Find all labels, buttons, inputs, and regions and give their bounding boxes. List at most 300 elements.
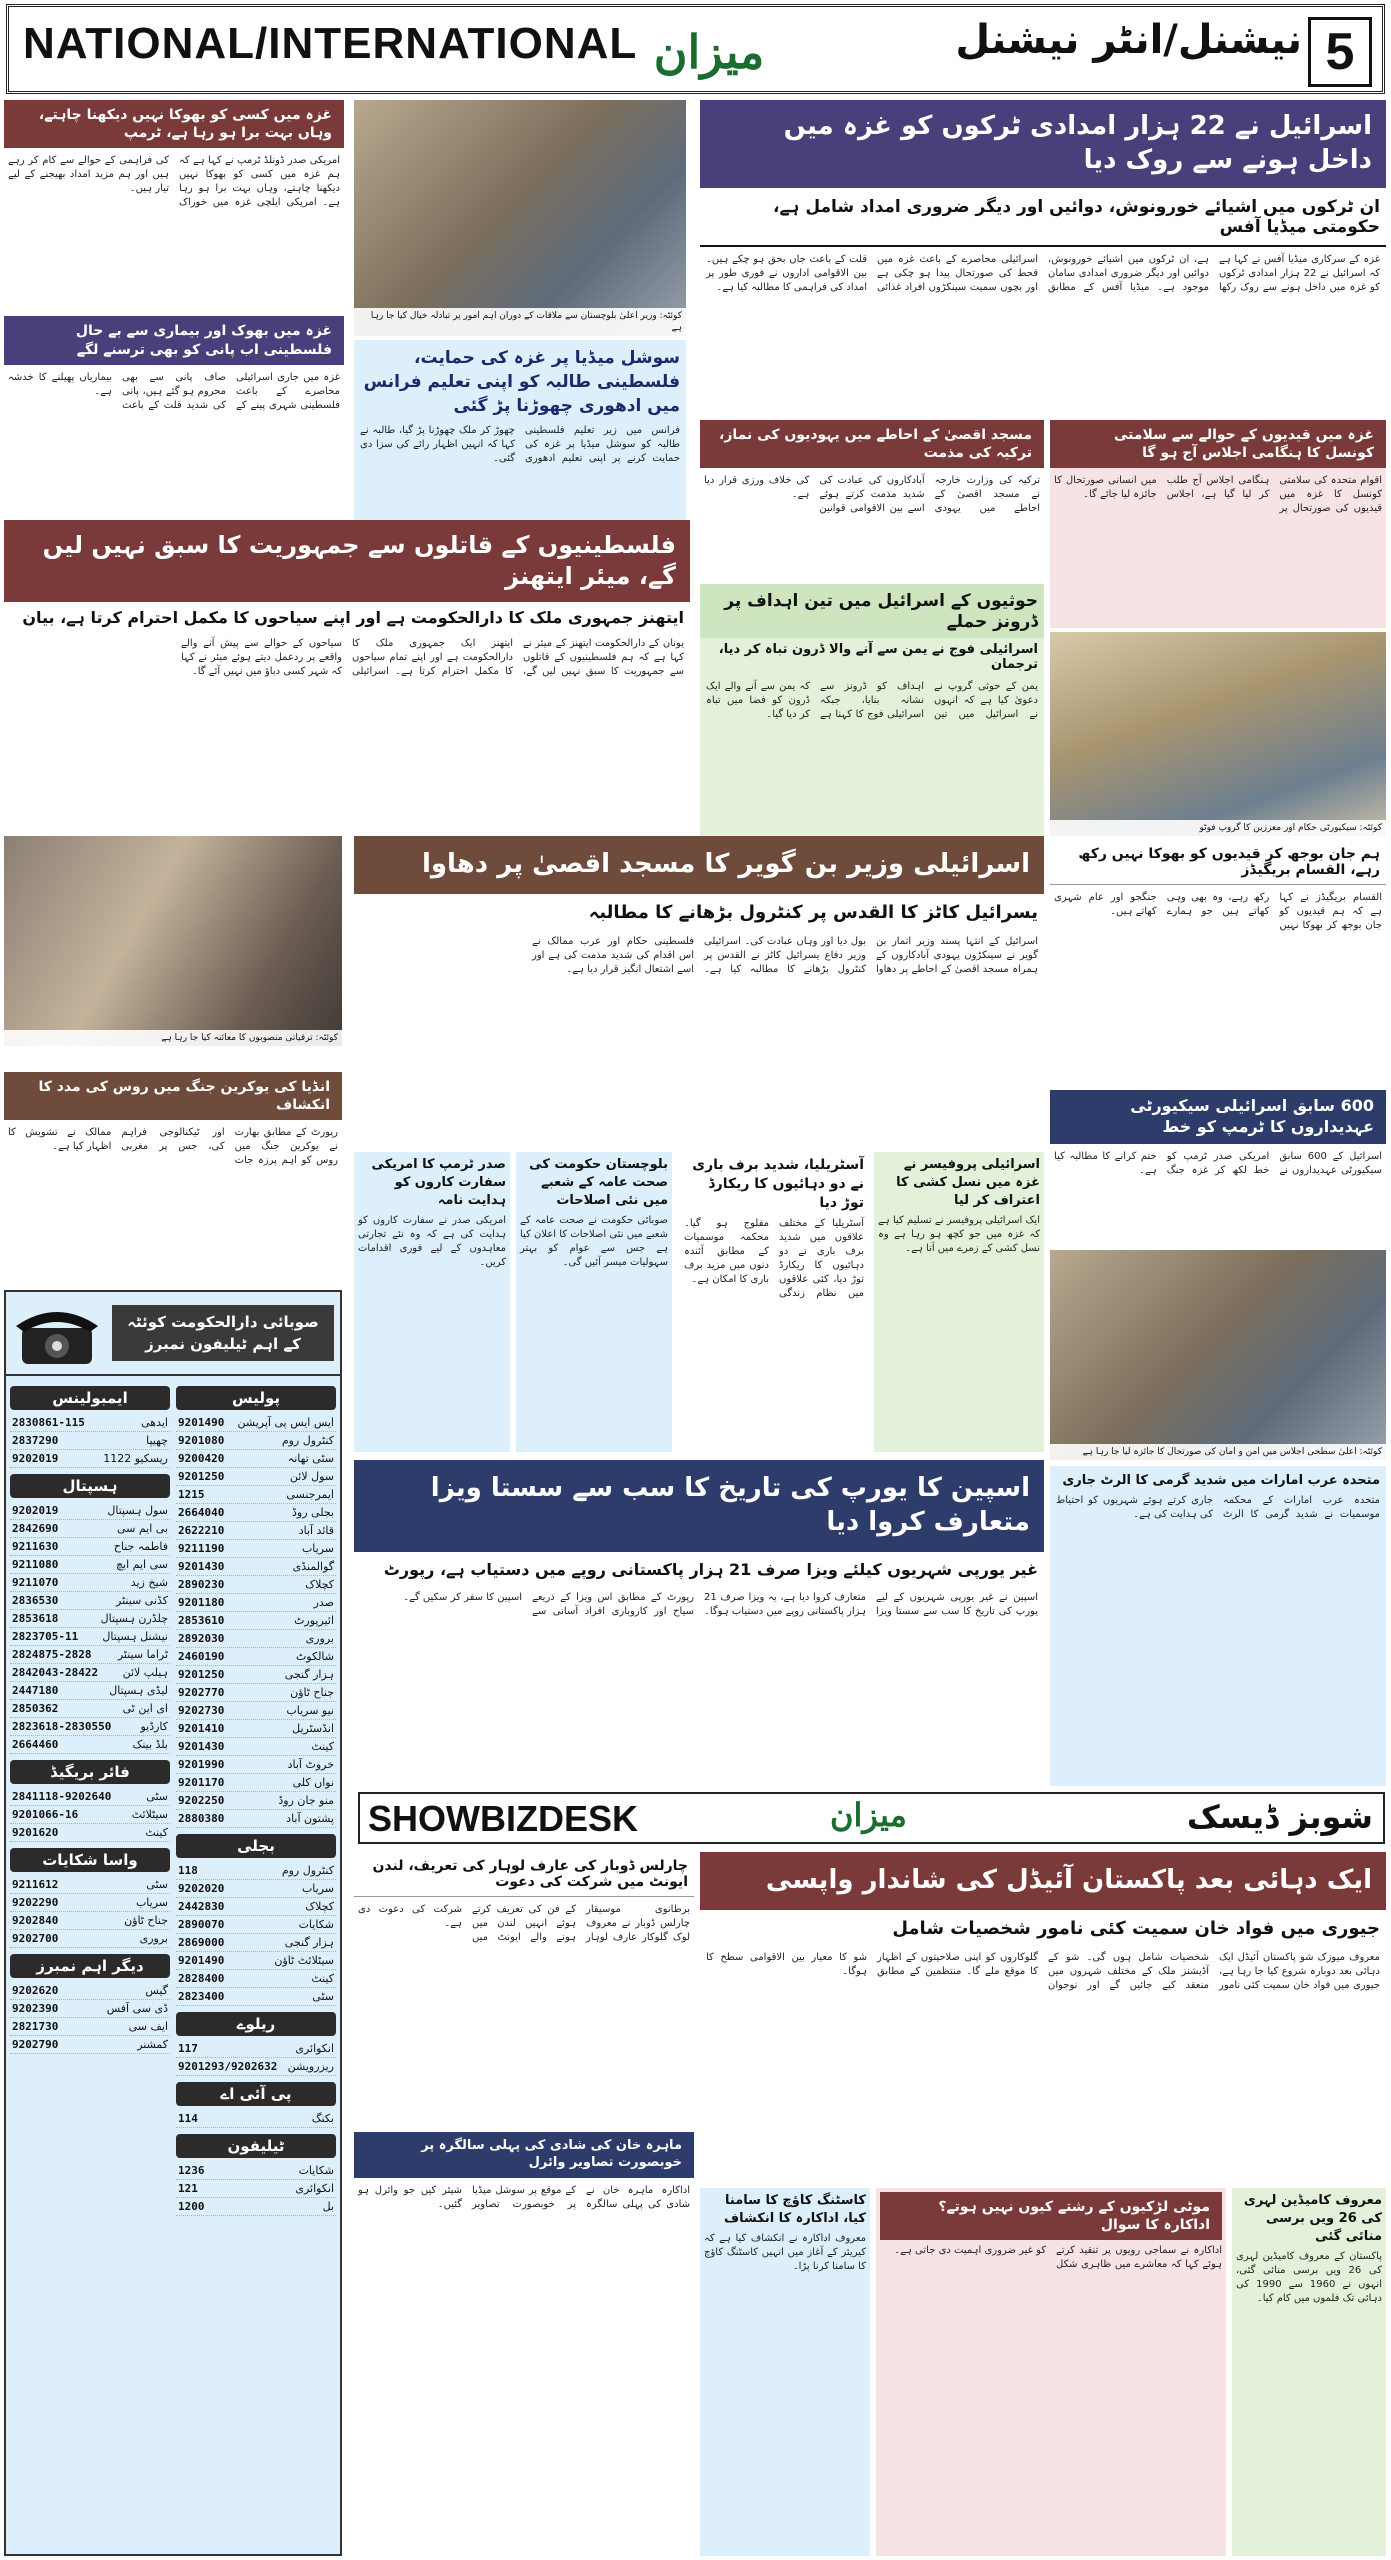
- directory-entry-name: کمشنر: [137, 2038, 168, 2051]
- story-body: فرانس میں زیر تعلیم فلسطینی طالبہ کو سوشل میڈیا پر غزہ کی حمایت کرنے پر اپنی تعلیم ادھوری چھوڑ کر ملک چھوڑنا پڑ گیا، طالبہ نے کہا کہ انہیں اظہار رائے کی سزا دی گئی۔: [360, 425, 680, 464]
- directory-entry-number: 9202290: [12, 1896, 59, 1909]
- story-heading: ایک دہائی بعد پاکستان آئیڈل کی شاندار واپسی: [700, 1852, 1386, 1910]
- story-subheading: غیر یورپی شہریوں کیلئے ویزا صرف 21 ہزار پاکستانی روپے میں دستیاب ہے، رپورٹ: [383, 1559, 1038, 1579]
- directory-entry-name: بروری: [139, 1932, 168, 1945]
- story-body: اسپین نے غیر یورپی شہریوں کے لیے یورپ کی تاریخ کا سب سے سستا ویزا متعارف کروا دیا ہے، یہ ویزا صرف 21 ہزار پاکستانی روپے میں دستیاب ہوگا۔ رپورٹ کے مطابق اس ویزا کے ذریعے سیاح اور کاروباری افراد آسانی سے اسپین کا سفر کر سکیں گے۔: [403, 1591, 1038, 1617]
- directory-row: [176, 1702, 336, 1720]
- directory-entry-name: بجلی روڈ: [292, 1506, 334, 1519]
- directory-section-heading: دیگر اہم نمبرز: [10, 1954, 170, 1978]
- story-heading: اسرائیلی پروفیسر نے غزہ میں نسل کشی کا اعتراف کر لیا: [896, 1157, 1040, 1208]
- directory-row: [176, 1666, 336, 1684]
- story-body: امریکی صدر نے سفارت کاروں کو ہدایت کی ہے کہ وہ نئے تجارتی معاہدوں کے لیے فوری اقدامات کریں۔: [358, 1215, 506, 1268]
- directory-row: [176, 1504, 336, 1522]
- directory-row: [10, 1682, 170, 1700]
- directory-columns: [6, 1376, 340, 2220]
- directory-row: [10, 1912, 170, 1930]
- directory-entry-name: خروٹ آباد: [287, 1758, 334, 1771]
- story-subheading: اسرائیلی فوج نے یمن سے آنے والا ڈرون تباہ کر دیا، ترجمان: [718, 642, 1038, 672]
- directory-entry-number: 9201410: [178, 1722, 225, 1735]
- directory-entry-name: سٹی: [146, 1790, 168, 1803]
- directory-entry-number: 2842043-28422: [12, 1666, 99, 1679]
- directory-row: [10, 1982, 170, 2000]
- directory-row: [176, 1558, 336, 1576]
- directory-entry-name: ریزرویشن: [287, 2060, 334, 2073]
- directory-entry-name: سٹی: [146, 1878, 168, 1891]
- directory-entry-number: 9201490: [178, 1954, 225, 1967]
- directory-entry-name: گیس: [145, 1984, 168, 1997]
- directory-row: [176, 1934, 336, 1952]
- directory-entry-number: 9202700: [12, 1932, 59, 1945]
- story-heading: فلسطینیوں کے قاتلوں سے جمہوریت کا سبق نہیں لیں گے، میئر ایتھنز: [4, 520, 690, 602]
- directory-entry-number: 9202390: [12, 2002, 59, 2015]
- showbiz-logo: میزان: [830, 1796, 907, 1834]
- story-heading: بلوچستان حکومت کی صحت عامہ کے شعبے میں نئی اصلاحات: [529, 1157, 668, 1208]
- directory-entry-number: 9211612: [12, 1878, 59, 1891]
- directory-entry-number: 1236: [178, 2164, 205, 2177]
- directory-entry-number: 9201293/9202632: [178, 2060, 278, 2073]
- directory-row: [10, 1610, 170, 1628]
- story-aqsa-turkey: [700, 420, 1044, 580]
- directory-entry-number: 2853610: [178, 1614, 225, 1627]
- directory-entry-number: 2830861-115: [12, 1416, 85, 1429]
- directory-entry-number: 9202730: [178, 1704, 225, 1717]
- story-body: متحدہ عرب امارات کے محکمہ موسمیات نے شدید گرمی کا الرٹ جاری کرتے ہوئے شہریوں کو احتیاط کی ہدایت کی ہے۔: [1056, 1495, 1380, 1520]
- showbiz-title-urdu: شوبز ڈیسک: [1186, 1798, 1373, 1836]
- directory-entry-number: 2890070: [178, 1918, 225, 1931]
- directory-entry-name: شالکوٹ: [295, 1650, 334, 1663]
- directory-section-heading: ہسپتال: [10, 1474, 170, 1498]
- story-heading: 600 سابق اسرائیلی سیکیورٹی عہدیداروں کا ٹرمپ کو خط: [1050, 1090, 1386, 1144]
- directory-entry-name: انڈسٹریل: [292, 1722, 334, 1735]
- directory-entry-name: کچلاک: [305, 1900, 334, 1913]
- directory-row: [176, 1880, 336, 1898]
- directory-entry-name: سی ایم ایچ: [115, 1558, 168, 1571]
- directory-row: [176, 1862, 336, 1880]
- story-body: ترکیہ کی وزارت خارجہ نے مسجد اقصیٰ کے احاطے میں یہودی آبادکاروں کی عبادت کی شدید مذمت کرتے ہوئے اسے بین الاقوامی قوانین کی خلاف ورزی قرار دیا ہے۔: [704, 475, 1040, 515]
- directory-entry-name: سیٹلائٹ: [131, 1808, 168, 1821]
- directory-row: [176, 1486, 336, 1504]
- story-body: برطانوی موسیقار چارلس ڈوبار نے معروف لوک گلوکار عارف لوہار کے فن کی تعریف کرتے ہوئے انہیں لندن میں ہونے والے ایونٹ میں شرکت کی دعوت دی ہے۔: [358, 1904, 690, 1943]
- story-heading: معروف کامیڈین لہری کی 26 ویں برسی منائی گئی: [1243, 2193, 1382, 2244]
- directory-entry-number: 9201430: [178, 1740, 225, 1753]
- directory-row: [176, 1468, 336, 1486]
- directory-entry-number: 2664460: [12, 1738, 59, 1751]
- photo-caption: کوئٹہ: اعلیٰ سطحی اجلاس میں امن و امان کی صورتحال کا جائزہ لیا جا رہا ہے: [1050, 1444, 1386, 1460]
- directory-entry-name: کنٹرول روم: [281, 1434, 334, 1447]
- directory-row: [10, 1806, 170, 1824]
- directory-section-heading: بجلی: [176, 1834, 336, 1858]
- directory-entry-name: ہزار گنجی: [284, 1668, 334, 1681]
- directory-row: [10, 1574, 170, 1592]
- news-photo: [4, 836, 342, 1046]
- directory-entry-name: گوالمنڈی: [292, 1560, 334, 1573]
- story-heading: کاسٹنگ کاؤچ کا سامنا کیا، اداکارہ کا انکشاف: [724, 2193, 866, 2226]
- directory-row: [176, 1630, 336, 1648]
- directory-entry-name: جناح ٹاؤن: [124, 1914, 168, 1927]
- directory-row: [176, 1414, 336, 1432]
- directory-entry-name: بل: [322, 2200, 334, 2213]
- section-title-urdu: نیشنل/انٹر نیشنل: [955, 17, 1302, 63]
- story-body: رپورٹ کے مطابق بھارت نے یوکرین جنگ میں روس کو اہم پرزہ جات اور ٹیکنالوجی فراہم کی، جس پر مغربی ممالک نے تشویش کا اظہار کیا ہے۔: [8, 1127, 338, 1167]
- directory-entry-number: 2869000: [178, 1936, 225, 1949]
- directory-entry-number: 9202020: [178, 1882, 225, 1895]
- directory-section-heading: ریلوے: [176, 2012, 336, 2036]
- directory-entry-number: 2828400: [178, 1972, 225, 1985]
- directory-entry-name: کڈنی سینٹر: [116, 1594, 168, 1607]
- story-pakistan-idol: [700, 1852, 1386, 2182]
- directory-entry-name: ائیرپورٹ: [294, 1614, 334, 1627]
- directory-entry-number: 2664040: [178, 1506, 225, 1519]
- directory-row: [176, 2040, 336, 2058]
- directory-row: [10, 1538, 170, 1556]
- directory-row: [10, 1450, 170, 1468]
- directory-entry-name: بروری: [305, 1632, 334, 1645]
- directory-row: [10, 1700, 170, 1718]
- directory-entry-name: ایدھی: [141, 1416, 168, 1429]
- directory-row: [176, 1916, 336, 1934]
- story-security-council: [1050, 420, 1386, 628]
- directory-entry-number: 2836530: [12, 1594, 59, 1607]
- directory-column-left: [10, 1380, 170, 2216]
- directory-entry-name: سٹی: [312, 1990, 334, 2003]
- directory-entry-number: 9201170: [178, 1776, 225, 1789]
- directory-row: [10, 1556, 170, 1574]
- directory-row: [10, 2018, 170, 2036]
- directory-entry-number: 9202790: [12, 2038, 59, 2051]
- story-heading: غزہ میں قیدیوں کے حوالے سے سلامتی کونسل کا ہنگامی اجلاس آج ہو گا: [1050, 420, 1386, 468]
- directory-entry-number: 9201180: [178, 1596, 225, 1609]
- directory-entry-number: 121: [178, 2182, 198, 2195]
- story-trump-diplomats: [354, 1152, 510, 1452]
- directory-entry-number: 9201066-16: [12, 1808, 79, 1821]
- directory-row: [176, 1774, 336, 1792]
- directory-row: [10, 1502, 170, 1520]
- directory-entry-name: سریاب: [301, 1882, 334, 1895]
- directory-row: [176, 1612, 336, 1630]
- directory-entry-name: کینٹ: [311, 1740, 334, 1753]
- directory-entry-number: 9202620: [12, 1984, 59, 1997]
- directory-row: [176, 1738, 336, 1756]
- directory-entry-number: 9202770: [178, 1686, 225, 1699]
- directory-entry-name: شیخ زید: [130, 1576, 168, 1589]
- section-title-english: NATIONAL/INTERNATIONAL: [23, 19, 638, 68]
- directory-row: [176, 2198, 336, 2216]
- directory-row: [176, 1952, 336, 1970]
- directory-entry-name: ایف سی: [128, 2020, 168, 2033]
- directory-entry-number: 2837290: [12, 1434, 59, 1447]
- directory-entry-name: سیٹلائٹ ٹاؤن: [274, 1954, 334, 1967]
- directory-entry-name: بکنگ: [311, 2112, 334, 2125]
- directory-entry-number: 9201620: [12, 1826, 59, 1839]
- directory-row: [176, 1684, 336, 1702]
- story-body: اداکارہ نے سماجی رویوں پر تنقید کرتے ہوئے کہا کہ معاشرے میں ظاہری شکل کو غیر ضروری اہمیت دی جاتی ہے۔: [894, 2245, 1222, 2271]
- directory-entry-number: 118: [178, 1864, 198, 1877]
- photo-caption: کوئٹہ: وزیر اعلیٰ بلوچستان سے ملاقات کے دوران اہم امور پر تبادلہ خیال کیا جا رہا ہے: [354, 308, 686, 336]
- directory-entry-name: کنٹرول روم: [281, 1864, 334, 1877]
- directory-entry-number: 2841118-9202640: [12, 1790, 112, 1803]
- directory-row: [176, 1756, 336, 1774]
- directory-entry-number: 117: [178, 2042, 198, 2055]
- directory-entry-name: فاطمہ جناح: [113, 1540, 168, 1553]
- story-body: ایک اسرائیلی پروفیسر نے تسلیم کیا ہے کہ غزہ میں جو کچھ ہو رہا ہے وہ نسل کشی کے زمرے میں آتا ہے۔: [878, 1215, 1040, 1254]
- directory-entry-number: 2890230: [178, 1578, 225, 1591]
- directory-row: [176, 1792, 336, 1810]
- lead-body: غزہ کے سرکاری میڈیا آفس نے کہا ہے کہ اسرائیل نے 22 ہزار امدادی ٹرکوں کو غزہ میں داخل ہونے سے روک رکھا ہے، ان ٹرکوں میں اشیائے خورونوش، دوائیں اور دیگر ضروری امدادی سامان موجود ہے۔ میڈیا آفس کے مطابق اسرائیلی محاصرے کے باعث غزہ میں قحط کی صورتحال پیدا ہو چکی ہے اور بچوں سمیت سینکڑوں افراد غذائی قلت کے باعث جاں بحق ہو چکے ہیں۔ بین الاقوامی اداروں نے فوری طور پر امداد کی فراہمی کا مطالبہ کیا ہے۔: [706, 253, 1380, 293]
- directory-section-heading: ٹیلیفون: [176, 2134, 336, 2158]
- directory-entry-name: چلڈرن ہسپتال: [100, 1612, 168, 1625]
- story-heading: حوثیوں کے اسرائیل میں تین اہداف پر ڈرونز حملے: [700, 584, 1044, 638]
- directory-entry-name: لیڈی ہسپتال: [109, 1684, 168, 1697]
- directory-entry-number: 9202019: [12, 1504, 59, 1517]
- directory-entry-name: انکوائری: [295, 2182, 334, 2195]
- story-heading: چارلس ڈوبار کی عارف لوہار کی تعریف، لندن ایونٹ میں شرکت کی دعوت: [354, 1852, 694, 1897]
- story-body: اداکارہ ماہرہ خان نے شادی کی پہلی سالگرہ کے موقع پر سوشل میڈیا پر خوبصورت تصاویر شیئر کیں جو وائرل ہو گئیں۔: [358, 2184, 690, 2210]
- directory-row: [176, 1540, 336, 1558]
- directory-entry-number: 9201990: [178, 1758, 225, 1771]
- directory-entry-name: سول ہسپتال: [107, 1504, 168, 1517]
- directory-row: [10, 1414, 170, 1432]
- directory-section-heading: ایمبولینس: [10, 1386, 170, 1410]
- story-heading: غزہ میں کسی کو بھوکا نہیں دیکھنا چاہتے، وہاں بہت برا ہو رہا ہے، ٹرمپ: [4, 100, 344, 148]
- story-body: معروف اداکارہ نے انکشاف کیا ہے کہ کیریئر کے آغاز میں انہیں کاسٹنگ کاؤچ کا سامنا کرنا پڑا۔: [704, 2233, 866, 2272]
- story-qassam: [1050, 840, 1386, 1086]
- directory-entry-name: شکایات: [298, 1918, 334, 1931]
- directory-entry-number: 1215: [178, 1488, 205, 1501]
- directory-row: [10, 1718, 170, 1736]
- story-mahira-wedding: [354, 2132, 694, 2556]
- directory-entry-name: سول لائن: [289, 1470, 334, 1483]
- directory-entry-number: 2824875-2828: [12, 1648, 92, 1661]
- story-body: القسام بریگیڈز نے کہا ہے کہ ہم قیدیوں کو جان بوجھ کر بھوکا نہیں رکھ رہے، وہ بھی وہی کھاتے ہیں جو ہمارے جنگجو اور عام شہری کھاتے ہیں۔: [1054, 892, 1382, 931]
- directory-entry-name: کارڈیو: [140, 1720, 168, 1733]
- story-pr: [516, 1152, 672, 1452]
- directory-row: [176, 2058, 336, 2076]
- page-number: 5: [1308, 17, 1372, 87]
- directory-row: [10, 1736, 170, 1754]
- directory-entry-number: 2880380: [178, 1812, 225, 1825]
- directory-entry-number: 2823705-11: [12, 1630, 79, 1643]
- directory-entry-name: کچلاک: [305, 1578, 334, 1591]
- directory-row: [176, 1810, 336, 1828]
- directory-entry-name: صدر: [313, 1596, 334, 1609]
- story-heading: ماہرہ خان کی شادی کی پہلی سالگرہ پر خوبصورت تصاویر وائرل: [354, 2132, 694, 2178]
- directory-entry-name: منو جان روڈ: [278, 1794, 334, 1807]
- directory-row: [176, 1594, 336, 1612]
- directory-row: [10, 1628, 170, 1646]
- newspaper-logo: میزان: [653, 25, 765, 79]
- directory-entry-number: 2842690: [12, 1522, 59, 1535]
- story-heading: متحدہ عرب امارات میں شدید گرمی کا الرٹ جاری: [1062, 1473, 1380, 1488]
- story-lahri: [1232, 2188, 1386, 2556]
- story-weight: [876, 2188, 1226, 2556]
- story-heading: غزہ میں بھوک اور بیماری سے بے حال فلسطینی اب پانی کو بھی ترسنے لگے: [4, 316, 344, 364]
- directory-entry-number: 9202840: [12, 1914, 59, 1927]
- directory-entry-name: سریاب: [135, 1896, 168, 1909]
- story-social-media: [354, 340, 686, 528]
- directory-entry-number: 2821730: [12, 2020, 59, 2033]
- story-australia: [680, 1152, 868, 1452]
- showbiz-title-english: SHOWBIZDESK: [368, 1798, 638, 1839]
- story-athens-mayor: [4, 520, 690, 802]
- story-ben-gvir: [354, 836, 1044, 1148]
- directory-row: [10, 1520, 170, 1538]
- directory-entry-number: 2853618: [12, 1612, 59, 1625]
- directory-row: [10, 1824, 170, 1842]
- story-subheading: یسرائیل کاٹز کا القدس پر کنٹرول بڑھانے کا مطالبہ: [588, 901, 1038, 923]
- directory-entry-number: 9201250: [178, 1470, 225, 1483]
- directory-header: [6, 1292, 340, 1376]
- story-body: غزہ میں جاری اسرائیلی محاصرے کے باعث فلسطینی شہری پینے کے صاف پانی سے بھی محروم ہو گئے ہیں، پانی کی شدید قلت کے باعث بیماریاں پھیلنے کا خدشہ ہے۔: [8, 371, 340, 411]
- lead-subheadline: ان ٹرکوں میں اشیائے خورونوش، دوائیں اور دیگر ضروری امداد شامل ہے، حکومتی میڈیا آفس: [700, 188, 1386, 247]
- directory-entry-number: 9201430: [178, 1560, 225, 1573]
- showbiz-desk-bar: [358, 1792, 1385, 1844]
- directory-row: [176, 1988, 336, 2006]
- story-body: پاکستان کے معروف کامیڈین لہری کی 26 ویں برسی منائی گئی، انہوں نے 1960 سے 1990 کی دہائی تک فلموں میں کام کیا۔: [1236, 2251, 1382, 2304]
- directory-row: [10, 1788, 170, 1806]
- story-subheading: ایتھنز جمہوری ملک کا دارالحکومت ہے اور اپنے سیاحوں کا مکمل احترام کرتا ہے، بیان: [22, 608, 684, 628]
- top-left-stories: [4, 100, 344, 530]
- story-body: اسرائیل کے انتہا پسند وزیر اتمار بن گویر نے سینکڑوں یہودی آبادکاروں کے ہمراہ مسجد اقصیٰ کے احاطے پر دھاوا بول دیا اور وہاں عبادت کی۔ اسرائیلی وزیر دفاع یسرائیل کاٹز نے القدس پر کنٹرول بڑھانے کا مطالبہ کیا ہے۔ فلسطینی حکام اور عرب ممالک نے اس اقدام کی شدید مذمت کی ہے اور اسے اشتعال انگیز قرار دیا ہے۔: [532, 935, 1038, 975]
- directory-entry-name: کینٹ: [145, 1826, 168, 1839]
- story-subheading: جیوری میں فواد خان سمیت کئی نامور شخصیات شامل: [892, 1917, 1380, 1939]
- story-heading: صدر ٹرمپ کا امریکی سفارت کاروں کو ہدایت نامہ: [371, 1157, 506, 1208]
- phone-directory: [4, 1290, 342, 2556]
- story-body: معروف میوزک شو پاکستان آئیڈل ایک دہائی بعد دوبارہ شروع کیا جا رہا ہے، جیوری میں فواد خان سمیت کئی نامور شخصیات شامل ہوں گی۔ شو کے آڈیشنز ملک کے مختلف شہروں میں منعقد کیے جائیں گے اور نوجوان گلوکاروں کو اپنی صلاحیتوں کے اظہار کا موقع ملے گا۔ منتظمین کے مطابق شو کا معیار بین الاقوامی سطح کا ہوگا۔: [706, 1951, 1380, 1991]
- directory-entry-number: 2850362: [12, 1702, 59, 1715]
- story-600-officials: [1050, 1090, 1386, 1240]
- directory-row: [10, 1664, 170, 1682]
- story-heading: سوشل میڈیا پر غزہ کی حمایت، فلسطینی طالبہ کو اپنی تعلیم فرانس میں ادھوری چھوڑنا پڑ گئی: [363, 348, 680, 416]
- directory-entry-number: 9211190: [178, 1542, 225, 1555]
- story-heading: اسپین کا یورپ کی تاریخ کا سب سے سستا ویزا متعارف کروا دیا: [354, 1460, 1044, 1552]
- lead-headline: اسرائیل نے 22 ہزار امدادی ٹرکوں کو غزہ میں داخل ہونے سے روک دیا: [700, 100, 1386, 188]
- directory-entry-number: 9201250: [178, 1668, 225, 1681]
- story-spain-visa: [354, 1460, 1044, 1790]
- directory-row: [10, 1592, 170, 1610]
- directory-entry-name: ایمرجنسی: [286, 1488, 334, 1501]
- directory-section-heading: واسا شکایات: [10, 1848, 170, 1872]
- directory-entry-name: نیو سریاب: [286, 1704, 334, 1717]
- news-photo: [1050, 1250, 1386, 1460]
- directory-row: [176, 2110, 336, 2128]
- directory-entry-number: 2447180: [12, 1684, 59, 1697]
- directory-entry-name: ہزار گنجی: [284, 1936, 334, 1949]
- directory-entry-number: 114: [178, 2112, 198, 2125]
- directory-entry-number: 9201490: [178, 1416, 225, 1429]
- directory-row: [10, 1646, 170, 1664]
- story-heading: مسجد اقصیٰ کے احاطے میں یہودیوں کی نماز، ترکیہ کی مذمت: [700, 420, 1044, 468]
- directory-entry-number: 2442830: [178, 1900, 225, 1913]
- directory-entry-number: 2823618-2830550: [12, 1720, 112, 1733]
- directory-entry-name: نواں کلی: [292, 1776, 334, 1789]
- directory-row: [10, 1930, 170, 1948]
- directory-entry-name: بی ایم سی: [116, 1522, 168, 1535]
- story-casting: [700, 2188, 870, 2556]
- photo-caption: کوئٹہ: سیکیورٹی حکام اور معززین کا گروپ فوٹو: [1050, 820, 1386, 836]
- directory-row: [176, 1576, 336, 1594]
- lead-story: [700, 100, 1386, 420]
- story-uae-heat: [1050, 1466, 1386, 1786]
- directory-row: [10, 1894, 170, 1912]
- story-heading: انڈیا کی یوکرین جنگ میں روس کی مدد کا انکشاف: [4, 1072, 342, 1120]
- directory-entry-name: چھیپا: [146, 1434, 168, 1447]
- story-india-russia: [4, 1072, 342, 1284]
- directory-row: [10, 2036, 170, 2054]
- telephone-icon: [12, 1298, 102, 1368]
- story-heading: اسرائیلی وزیر بن گویر کا مسجد اقصیٰ پر دھاوا: [354, 836, 1044, 894]
- directory-entry-name: ریسکیو 1122: [103, 1452, 168, 1465]
- directory-row: [176, 1898, 336, 1916]
- directory-row: [10, 1432, 170, 1450]
- directory-section-heading: پی آئی اے: [176, 2082, 336, 2106]
- photo-caption: کوئٹہ: ترقیاتی منصوبوں کا معائنہ کیا جا رہا ہے: [4, 1030, 342, 1046]
- story-heading: موٹی لڑکیوں کے رشتے کیوں نہیں ہوتے؟ اداکارہ کا سوال: [880, 2192, 1222, 2240]
- masthead: [6, 4, 1385, 94]
- directory-entry-name: سریاب: [301, 1542, 334, 1555]
- directory-entry-name: ہیلپ لائن: [122, 1666, 168, 1679]
- directory-entry-name: نیشنل ہسپتال: [102, 1630, 168, 1643]
- directory-entry-number: 9211070: [12, 1576, 59, 1589]
- story-body: یمن کے حوثی گروپ نے دعویٰ کیا ہے کہ انہوں نے اسرائیل میں تین اہداف کو ڈرونز سے نشانہ بنایا، جبکہ اسرائیلی فوج کا کہنا ہے کہ یمن سے آنے والے ایک ڈرون کو فضا میں تباہ کر دیا گیا۔: [706, 681, 1038, 720]
- directory-entry-number: 9202019: [12, 1452, 59, 1465]
- directory-entry-number: 9201080: [178, 1434, 225, 1447]
- directory-row: [10, 2000, 170, 2018]
- story-houthi: [700, 584, 1044, 836]
- story-heading: آسٹریلیا، شدید برف باری نے دو دہائیوں کا ریکارڈ توڑ دیا: [692, 1157, 864, 1211]
- story-body: امریکی صدر ڈونلڈ ٹرمپ نے کہا ہے کہ ہم غزہ میں کسی کو بھوکا نہیں دیکھنا چاہتے، وہاں بہت برا ہو رہا ہے۔ امریکی ایلچی غزہ میں خوراک کی فراہمی کے حوالے سے کام کر رہے ہیں اور ہم مزید امداد بھیجنے کے لیے تیار ہیں۔: [8, 155, 340, 209]
- directory-row: [176, 1432, 336, 1450]
- directory-entry-name: پشتون آباد: [286, 1812, 334, 1825]
- directory-entry-number: 9211080: [12, 1558, 59, 1571]
- directory-entry-name: بلڈ بینک: [132, 1738, 168, 1751]
- story-heading: ہم جان بوجھ کر قیدیوں کو بھوکا نہیں رکھ رہے، القسام بریگیڈز: [1050, 840, 1386, 885]
- directory-entry-number: 9202250: [178, 1794, 225, 1807]
- news-photo: [354, 100, 686, 336]
- directory-entry-name: ایس ایس پی آپریشن: [237, 1416, 334, 1429]
- directory-row: [176, 2162, 336, 2180]
- directory-entry-number: 2460190: [178, 1650, 225, 1663]
- directory-row: [176, 1522, 336, 1540]
- directory-entry-name: کینٹ: [311, 1972, 334, 1985]
- directory-entry-name: ٹراما سینٹر: [117, 1648, 168, 1661]
- directory-entry-name: سٹی تھانہ: [287, 1452, 334, 1465]
- story-body: اسرائیل کے 600 سابق سیکیورٹی عہدیداروں نے امریکی صدر ٹرمپ کو خط لکھ کر غزہ جنگ ختم کرانے کا مطالبہ کیا ہے۔: [1054, 1150, 1382, 1176]
- story-body: آسٹریلیا کے مختلف علاقوں میں شدید برف باری نے دو دہائیوں کا ریکارڈ توڑ دیا، کئی علاقوں میں نظام زندگی مفلوج ہو گیا۔ محکمہ موسمیات کے مطابق آئندہ دنوں میں مزید برف باری کا امکان ہے۔: [684, 1218, 864, 1299]
- directory-entry-number: 1200: [178, 2200, 205, 2213]
- story-charles-dubar: [354, 1852, 694, 2128]
- directory-title: صوبائی دارالحکومت کوئٹہ کے اہم ٹیلیفون نمبرز: [112, 1305, 334, 1361]
- directory-row: [10, 1876, 170, 1894]
- directory-entry-name: جناح ٹاؤن: [290, 1686, 334, 1699]
- directory-row: [176, 2180, 336, 2198]
- story-body: اقوام متحدہ کی سلامتی کونسل کا غزہ میں قیدیوں کی صورتحال پر ہنگامی اجلاس آج طلب کر لیا گیا ہے، اجلاس میں انسانی صورتحال کا جائزہ لیا جائے گا۔: [1054, 475, 1382, 515]
- directory-entry-number: 2622210: [178, 1524, 225, 1537]
- story-body: صوبائی حکومت نے صحت عامہ کے شعبے میں نئی اصلاحات کا اعلان کیا ہے جس سے عوام کو بہتر سہولیات میسر آئیں گی۔: [520, 1215, 668, 1268]
- directory-entry-name: ڈی سی آفس: [106, 2002, 168, 2015]
- directory-entry-name: ای این ٹی: [122, 1702, 168, 1715]
- news-photo: [1050, 632, 1386, 836]
- story-professor: [874, 1152, 1044, 1452]
- directory-entry-name: انکوائری: [295, 2042, 334, 2055]
- directory-row: [176, 1648, 336, 1666]
- directory-entry-number: 2892030: [178, 1632, 225, 1645]
- directory-entry-number: 9200420: [178, 1452, 225, 1465]
- directory-entry-number: 9211630: [12, 1540, 59, 1553]
- directory-section-heading: پولیس: [176, 1386, 336, 1410]
- directory-entry-number: 2823400: [178, 1990, 225, 2003]
- directory-row: [176, 1970, 336, 1988]
- story-body: یونان کے دارالحکومت ایتھنز کے میئر نے کہا ہے کہ ہم فلسطینیوں کے قاتلوں سے جمہوریت کا سبق نہیں لیں گے، ایتھنز ایک جمہوری ملک کا دارالحکومت ہے اور اپنے تمام سیاحوں کا مکمل احترام کرتا ہے۔ اسرائیلی سیاحوں کے حوالے سے پیش آنے والے واقعے پر ردعمل دیتے ہوئے میئر نے کہا کہ شہر کسی دباؤ میں نہیں آئے گا۔: [181, 638, 684, 678]
